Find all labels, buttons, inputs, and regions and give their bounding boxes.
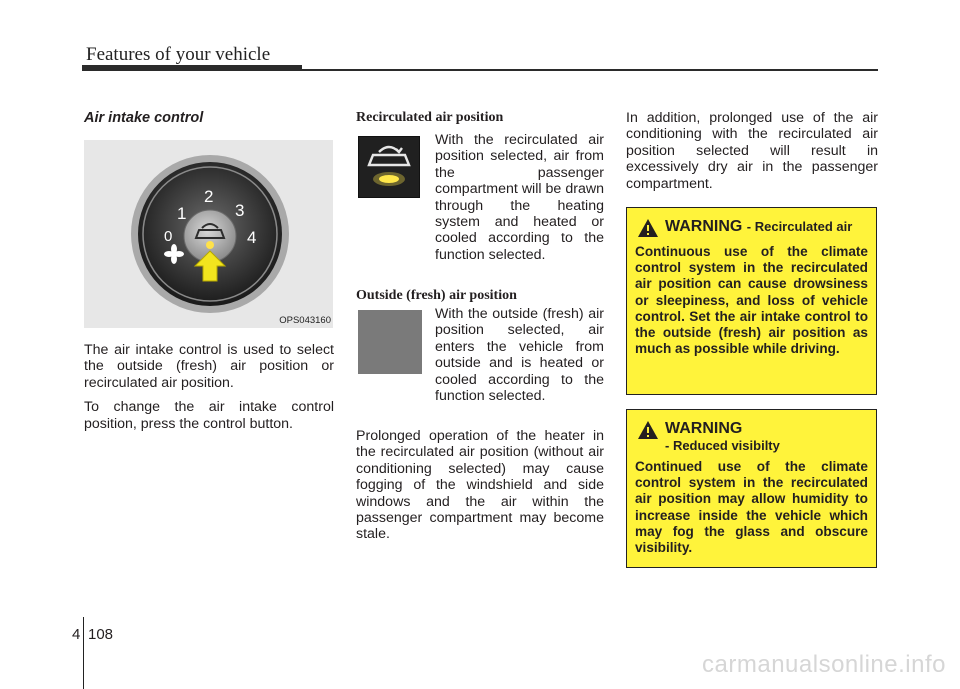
warning-body: Continued use of the climate control system in the recirculated air position may allow humidity to increase inside the vehicle which may fog the glass and obscure visibility. [635,459,868,556]
warning-body: Continuous use of the climate control system in the recirculated air position can cause drowsiness or sleepiness, and loss of vehicle control. Set the air intake control to the outside (fresh) air position as much as possible while driving. [635,244,868,357]
page-header-title: Features of your vehicle [86,44,271,65]
air-intake-dial-figure [84,140,333,328]
outside-air-button-image [358,310,422,374]
recirculated-description: With the recirculated air position selected, air from the passenger compartment will be drawn through the heating system and heated or cooled according to the function selected. [435,132,604,263]
air-intake-dial-illustration [84,140,333,328]
instruction-paragraph: To change the air intake control position, press the control button. [84,399,334,432]
column-left [84,110,334,432]
chapter-number: 4 [72,626,81,643]
dial-number-1: 1 [177,204,187,223]
warning-box-visibility [626,409,877,568]
footer-divider [83,617,84,689]
header-rule-thin [302,69,878,71]
outside-air-description: With the outside (fresh) air position selected, air enters the vehicle from outside and is heated or cooled according to the function selected. [435,306,604,405]
warning-subtitle: - Reduced visibilty [665,438,780,453]
dial-number-2: 2 [204,187,214,206]
recirculated-air-button-image [358,136,420,198]
column-middle [356,110,604,543]
indicator-light [206,241,214,249]
warning-box-recirculated [626,207,877,395]
warning-label: WARNING [665,420,743,437]
column-right [626,110,878,192]
recirculated-air-icon [359,137,419,197]
prolonged-operation-paragraph: Prolonged operation of the heater in the recirculated air position (without air conditioning selected) may cause fogging of the windshield and side windows and the air within the passenger compartment may become stale. [356,428,604,543]
warning-triangle-icon [637,218,659,238]
header-rule-thick [82,65,302,71]
dial-number-3: 3 [235,201,245,220]
dial-number-4: 4 [247,228,257,247]
intro-paragraph: The air intake control is used to select the outside (fresh) air position or recirculated air position. [84,342,334,391]
watermark: carmanualsonline.info [702,651,946,678]
warning-triangle-icon [637,420,659,440]
recirculated-heading: Recirculated air position [356,110,504,125]
image-caption: OPS043160 [279,315,331,326]
dial-number-0: 0 [164,228,173,245]
addition-paragraph: In addition, prolonged use of the air conditioning with the recirculated air position selected will result in excessively dry air in the passenger compartment. [626,110,878,192]
warning-label: WARNING [665,218,743,235]
outside-air-heading: Outside (fresh) air position [356,288,517,303]
warning-subtitle: - Recirculated air [746,219,853,234]
page-number: 108 [88,626,114,643]
section-title: Air intake control [84,110,204,126]
